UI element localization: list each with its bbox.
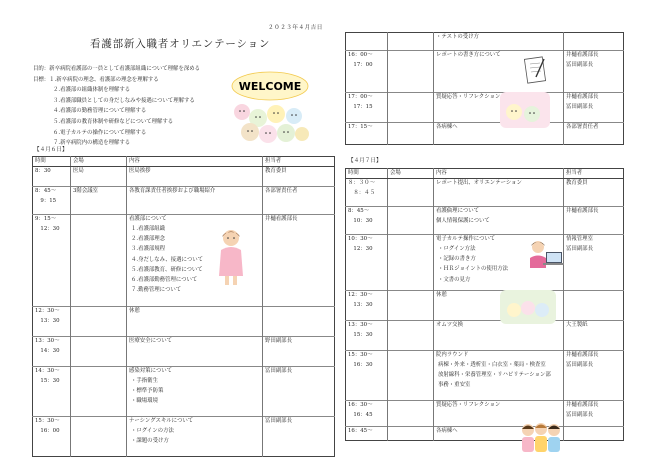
row-time: 16：30 bbox=[348, 361, 373, 368]
table-row bbox=[346, 290, 624, 320]
row-time: 14：30～ bbox=[35, 367, 60, 374]
row-staff: 各部署責任者 bbox=[265, 187, 298, 194]
row-time: 10：30～ bbox=[348, 235, 373, 242]
row-place bbox=[390, 124, 431, 134]
row-content: ・ＨＲジョイントの使用方法 bbox=[438, 266, 508, 273]
row-content: 医療安全について bbox=[129, 337, 173, 344]
row-time: 16：45～ bbox=[348, 427, 373, 434]
header-content: 内容 bbox=[127, 157, 263, 167]
row-staff: 冨田副部長 bbox=[566, 104, 593, 111]
row-time: 12：30～ bbox=[348, 291, 373, 298]
row-content: ・ログインの方法 bbox=[131, 427, 174, 434]
row-content: 各病棟へ bbox=[436, 427, 458, 434]
row-place: 医局 bbox=[73, 167, 84, 174]
row-content: ・職場環境 bbox=[131, 398, 158, 405]
row-content: レポート提出、オリエンテーション bbox=[436, 179, 522, 186]
row-place bbox=[390, 94, 431, 104]
row-content: ６.看護部勤務管理について bbox=[131, 276, 198, 283]
row-time: 17：00～ bbox=[348, 94, 373, 100]
row-content: 事務・重安室 bbox=[438, 382, 471, 389]
table-row bbox=[346, 206, 624, 234]
row-content: ４.身だしなみ、接遇について bbox=[131, 256, 204, 263]
computer-illustration bbox=[526, 238, 564, 270]
row-content: 病棟・外来・透析室・白衣室・薬局・検査室 bbox=[438, 361, 546, 368]
table-row bbox=[346, 426, 624, 440]
table-header-row bbox=[346, 169, 624, 179]
table-row bbox=[33, 366, 335, 416]
table-row bbox=[346, 178, 624, 206]
table-row bbox=[346, 51, 624, 93]
row-time: 9：15 bbox=[35, 197, 57, 204]
row-staff: 各部署責任者 bbox=[566, 124, 599, 130]
report-document-icon bbox=[524, 55, 550, 85]
nurses-group-illustration bbox=[516, 420, 566, 454]
table-row bbox=[346, 350, 624, 400]
goal-item: ５.看護部の教育体制や研修などについて理解する bbox=[53, 118, 174, 125]
table-row bbox=[346, 400, 624, 426]
row-place bbox=[390, 292, 431, 302]
row-content: レポートの書き方について bbox=[436, 52, 501, 58]
goal-line: 目標：１.新卒病院の理念、看護部の理念を理解する bbox=[33, 76, 159, 83]
row-staff: 冨田副部長 bbox=[265, 417, 292, 424]
row-content: オムツ交換 bbox=[436, 321, 463, 328]
row-content: １.看護部組織 bbox=[131, 225, 166, 232]
document-date: ２０２３年４月吉日 bbox=[268, 25, 323, 31]
row-time: 12：30～ bbox=[35, 307, 60, 314]
row-staff: 井樋看護部長 bbox=[566, 207, 599, 214]
row-time: 14：30 bbox=[35, 347, 60, 354]
row-time: 15：30 bbox=[348, 331, 373, 338]
row-content: 個人情報保護について bbox=[436, 217, 490, 224]
row-content: 休憩 bbox=[436, 291, 447, 298]
row-content: 放射線科・栄養管理室・リハビリテーション部 bbox=[438, 372, 551, 379]
table-row bbox=[346, 33, 624, 51]
row-place bbox=[73, 216, 124, 226]
row-content: 質疑応答・リフレクション bbox=[436, 94, 501, 100]
row-staff: 井樋看護部長 bbox=[265, 215, 298, 222]
table-row bbox=[33, 416, 335, 456]
row-time: 15：30 bbox=[35, 377, 60, 384]
row-place bbox=[390, 322, 431, 332]
goal-item: ７.新卒病院内の構造を理解する bbox=[53, 140, 131, 147]
row-staff: 冨田副部長 bbox=[265, 367, 292, 374]
document-title: 看護部新入職者オリエンテーション bbox=[90, 38, 271, 50]
row-place bbox=[390, 52, 431, 62]
row-place bbox=[390, 208, 431, 218]
row-time: 8：45～ bbox=[35, 187, 57, 194]
row-time: 8：45～ bbox=[348, 207, 370, 214]
row-staff: 教育委員 bbox=[566, 179, 588, 186]
row-place bbox=[390, 180, 431, 190]
table-row bbox=[346, 320, 624, 350]
row-content: ３.看護部規程 bbox=[131, 246, 166, 253]
row-content: ・手指衛生 bbox=[131, 377, 158, 384]
row-time: 13：30 bbox=[35, 317, 60, 324]
purpose-goals-block bbox=[33, 66, 253, 151]
row-staff: 井樋看護部長 bbox=[566, 52, 599, 58]
table-row bbox=[33, 336, 335, 366]
header-content: 内容 bbox=[434, 169, 564, 179]
row-content: 電子カルテ操作について bbox=[436, 235, 496, 242]
row-place bbox=[390, 34, 431, 44]
row-place bbox=[73, 338, 124, 348]
day2-label: 【４月７日】 bbox=[348, 158, 382, 164]
row-content: ・ログイン方法 bbox=[438, 245, 476, 252]
row-content: ・記録の書き方 bbox=[438, 256, 476, 263]
characters-illustration bbox=[500, 290, 556, 324]
row-staff: 大王製紙 bbox=[566, 321, 588, 328]
row-content: ・課題の受け方 bbox=[131, 438, 169, 445]
welcome-text: WELCOME bbox=[238, 80, 302, 93]
row-time: 16：45 bbox=[348, 411, 373, 418]
day1-continued-table bbox=[345, 32, 624, 145]
characters-illustration bbox=[500, 92, 550, 128]
table-row bbox=[346, 123, 624, 145]
row-content: ・テストの受け方 bbox=[436, 34, 479, 40]
row-place: 3階会議室 bbox=[73, 187, 98, 194]
purpose-line: 目的：新卒病院看護部の一員として看護部組織について理解を深める bbox=[33, 66, 201, 72]
row-place bbox=[390, 236, 431, 246]
row-time: 13：30～ bbox=[348, 321, 373, 328]
row-content: ・標準予防策 bbox=[131, 388, 164, 395]
row-place bbox=[73, 418, 124, 428]
table-row bbox=[33, 166, 335, 186]
row-time: ８：４５ bbox=[348, 189, 375, 196]
row-time: 12：30 bbox=[35, 225, 60, 232]
row-time: 17：00 bbox=[348, 62, 373, 69]
row-time: 9：15～ bbox=[35, 215, 57, 222]
row-staff: 冨田副部長 bbox=[566, 245, 593, 252]
row-staff bbox=[566, 34, 621, 44]
table-row bbox=[33, 214, 335, 306]
row-content: ２.看護部理念 bbox=[131, 236, 166, 243]
row-time: 15：30～ bbox=[348, 351, 373, 358]
row-place bbox=[390, 352, 431, 362]
header-time: 時間 bbox=[33, 157, 71, 167]
row-content: ７.勤務管理について bbox=[131, 287, 182, 294]
row-content: 看護倫理について bbox=[436, 207, 480, 214]
table-row bbox=[346, 93, 624, 123]
row-place bbox=[390, 402, 431, 412]
row-content: 看護部について bbox=[129, 215, 167, 222]
row-staff bbox=[265, 308, 332, 318]
row-time: 16：30～ bbox=[348, 401, 373, 408]
row-place bbox=[390, 428, 431, 438]
goal-item: ３.看護部職員としての身だしなみや接遇について理解する bbox=[53, 97, 195, 104]
row-time: ８：３０～ bbox=[348, 179, 375, 186]
row-staff bbox=[566, 428, 621, 438]
row-time: 10：30 bbox=[348, 217, 373, 224]
row-content: 院内ラウンド bbox=[436, 351, 469, 358]
row-time: 8：30 bbox=[35, 167, 51, 174]
day1-label: 【４月６日】 bbox=[34, 147, 68, 153]
row-time: 13：30～ bbox=[35, 337, 60, 344]
row-staff: 冨田副部長 bbox=[566, 411, 593, 418]
row-time: 16：00 bbox=[35, 427, 60, 434]
row-staff: 井樋看護部長 bbox=[566, 401, 599, 408]
row-staff: 冨田副部長 bbox=[566, 361, 593, 368]
day2-schedule-table bbox=[345, 168, 624, 441]
row-content: 各教育課責任者挨拶および職場紹介 bbox=[129, 187, 216, 194]
row-time: 15：30～ bbox=[35, 417, 60, 424]
header-place: 会場 bbox=[71, 157, 127, 167]
row-content: ５.看護部教育、研修について bbox=[131, 266, 203, 273]
header-place: 会場 bbox=[388, 169, 434, 179]
table-row bbox=[346, 234, 624, 290]
row-time: 16：00～ bbox=[348, 52, 373, 58]
row-content: ・文書の見方 bbox=[438, 276, 471, 283]
goal-item: ２.看護部の組織体制を理解する bbox=[53, 87, 131, 94]
goal-item: ６.電子カルテの操作について理解する bbox=[53, 129, 147, 136]
header-time: 時間 bbox=[346, 169, 388, 179]
row-time: 13：30 bbox=[348, 301, 373, 308]
row-staff: 井樋看護部長 bbox=[566, 351, 599, 358]
row-staff: 井樋看護部長 bbox=[566, 94, 599, 100]
row-content: 休憩 bbox=[129, 307, 140, 314]
row-place bbox=[73, 308, 124, 318]
row-content: 各病棟へ bbox=[436, 124, 458, 130]
row-staff: 冨田副部長 bbox=[566, 62, 593, 69]
row-place bbox=[73, 368, 124, 378]
row-time: 12：30 bbox=[348, 245, 373, 252]
day1-schedule-table bbox=[32, 156, 335, 457]
table-row bbox=[33, 186, 335, 214]
row-content: 感染対策について bbox=[129, 367, 173, 374]
row-staff: 情報管理室 bbox=[566, 235, 593, 242]
row-content: ナーシングスキルについて bbox=[129, 417, 194, 424]
header-staff: 担当者 bbox=[564, 169, 624, 179]
row-content: 医局挨拶 bbox=[129, 167, 151, 174]
row-staff: 野田副部長 bbox=[265, 337, 292, 344]
row-staff: 教育委員 bbox=[265, 167, 287, 174]
row-time: 17：15～ bbox=[348, 124, 373, 130]
table-header-row bbox=[33, 157, 335, 167]
row-time: 17：15 bbox=[348, 104, 373, 111]
nurse-illustration bbox=[216, 228, 246, 286]
table-row bbox=[33, 306, 335, 336]
goal-item: ４.看護部の勤務管理について理解する bbox=[53, 108, 147, 115]
welcome-illustration bbox=[228, 66, 312, 146]
row-staff bbox=[566, 292, 621, 302]
row-content: 質疑応答・リフレクション bbox=[436, 401, 501, 408]
header-staff: 担当者 bbox=[263, 157, 335, 167]
row-time bbox=[348, 34, 385, 44]
